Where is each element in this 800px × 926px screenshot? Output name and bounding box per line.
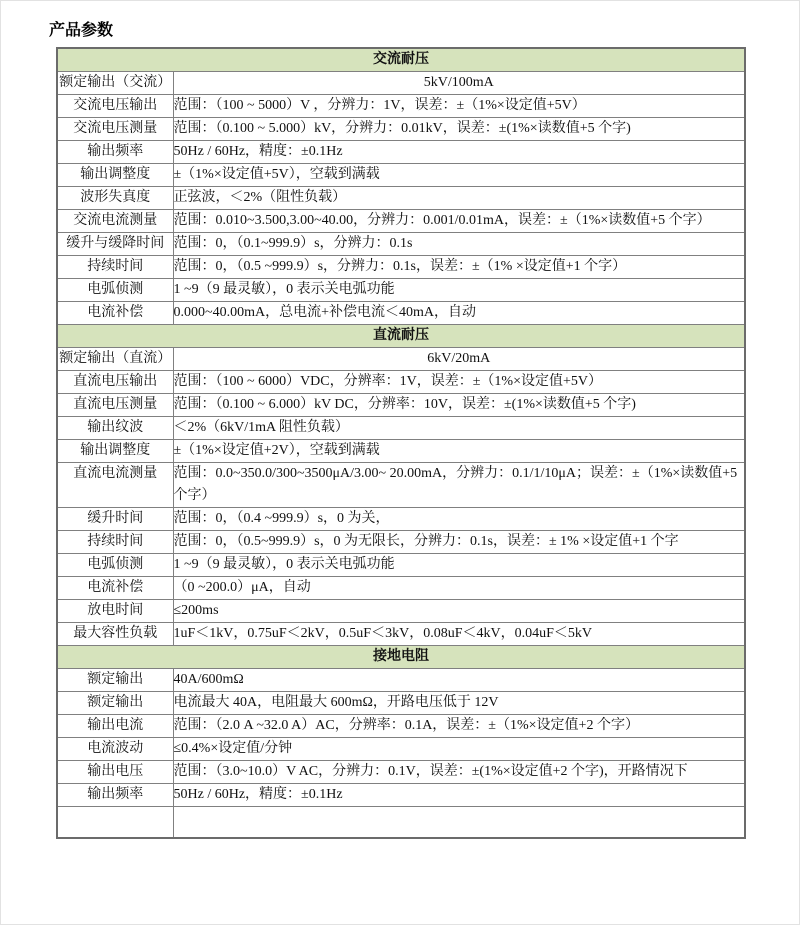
- param-value: 正弦波，＜2%（阻性负载）: [173, 187, 745, 210]
- param-value: 40A/600mΩ: [173, 669, 745, 692]
- table-row: [57, 279, 745, 302]
- section-header-row: [57, 48, 745, 72]
- param-value: 范围：（0.100 ~ 6.000）kV DC，分辨率：10V，误差：±(1%×读数值+5 个字): [173, 394, 745, 417]
- table-row: [57, 164, 745, 187]
- param-name: 输出频率: [57, 784, 173, 807]
- param-name: 输出调整度: [57, 440, 173, 463]
- table-row: [57, 463, 745, 508]
- document-page: [1, 1, 800, 926]
- param-name: 额定输出（交流）: [57, 72, 173, 95]
- table-row: [57, 554, 745, 577]
- table-row: [57, 233, 745, 256]
- param-name: 交流电流测量: [57, 210, 173, 233]
- section-title-dc: 直流耐压: [57, 325, 745, 348]
- param-value: [173, 807, 745, 839]
- table-row: [57, 440, 745, 463]
- param-name: 直流电流测量: [57, 463, 173, 508]
- param-value: 范围：（3.0~10.0）V AC，分辨力：0.1V，误差：±(1%×设定值+2 个字)，开路情况下: [173, 761, 745, 784]
- param-name: 电流波动: [57, 738, 173, 761]
- param-name: 放电时间: [57, 600, 173, 623]
- section-title-ground: 接地电阻: [57, 646, 745, 669]
- table-row: [57, 256, 745, 279]
- param-name: 持续时间: [57, 256, 173, 279]
- param-name: 输出电压: [57, 761, 173, 784]
- param-name: 额定输出: [57, 692, 173, 715]
- param-value: 6kV/20mA: [173, 348, 745, 371]
- table-row: [57, 371, 745, 394]
- param-value: ≤200ms: [173, 600, 745, 623]
- param-value: 50Hz / 60Hz，精度：±0.1Hz: [173, 141, 745, 164]
- param-name: 缓升时间: [57, 508, 173, 531]
- table-row: [57, 784, 745, 807]
- param-value: ＜2%（6kV/1mA 阻性负载）: [173, 417, 745, 440]
- param-value: 0.000~40.00mA，总电流+补偿电流＜40mA，自动: [173, 302, 745, 325]
- table-row: [57, 210, 745, 233]
- param-name: 电流补偿: [57, 577, 173, 600]
- param-value: 范围：（100 ~ 5000）V ，分辨力：1V，误差：±（1%×设定值+5V）: [173, 95, 745, 118]
- param-name: 额定输出（直流）: [57, 348, 173, 371]
- param-value: （0 ~200.0）μA，自动: [173, 577, 745, 600]
- section-title-ac: 交流耐压: [57, 48, 745, 72]
- table-row: [57, 302, 745, 325]
- param-name: 电弧侦测: [57, 554, 173, 577]
- page-title: 产品参数: [49, 22, 114, 39]
- table-row: [57, 118, 745, 141]
- param-value: 范围：0，（0.4 ~999.9）s，0 为关，: [173, 508, 745, 531]
- param-value: 1uF＜1kV，0.75uF＜2kV，0.5uF＜3kV，0.08uF＜4kV，0.04uF＜5kV: [173, 623, 745, 646]
- param-name: [57, 807, 173, 839]
- param-value: 范围：0，（0.1~999.9）s，分辨力：0.1s: [173, 233, 745, 256]
- param-value: ±（1%×设定值+2V），空载到满载: [173, 440, 745, 463]
- param-value: 范围：0.0~350.0/300~3500μA/3.00~ 20.00mA，分辨力：0.1/1/10μA；误差：±（1%×读数值+5 个字）: [173, 463, 745, 508]
- param-name: 直流电压输出: [57, 371, 173, 394]
- table-row: [57, 738, 745, 761]
- table-row: [57, 715, 745, 738]
- param-name: 持续时间: [57, 531, 173, 554]
- param-name: 缓升与缓降时间: [57, 233, 173, 256]
- param-value: 1 ~9（9 最灵敏），0 表示关电弧功能: [173, 554, 745, 577]
- param-value: 范围：0，（0.5~999.9）s，0 为无限长，分辨力：0.1s，误差：± 1% ×设定值+1 个字: [173, 531, 745, 554]
- param-name: 输出调整度: [57, 164, 173, 187]
- param-name: 交流电压测量: [57, 118, 173, 141]
- param-value: 范围：0，（0.5 ~999.9）s，分辨力：0.1s，误差：±（1% ×设定值+1 个字）: [173, 256, 745, 279]
- param-value: 范围：0.010~3.500,3.00~40.00，分辨力：0.001/0.01mA，误差：±（1%×读数值+5 个字）: [173, 210, 745, 233]
- section-header-row: [57, 325, 745, 348]
- table-row: [57, 417, 745, 440]
- table-row: [57, 141, 745, 164]
- table-row: [57, 692, 745, 715]
- table-row: [57, 669, 745, 692]
- param-name: 电流补偿: [57, 302, 173, 325]
- param-value: 电流最大 40A，电阻最大 600mΩ，开路电压低于 12V: [173, 692, 745, 715]
- param-name: 输出频率: [57, 141, 173, 164]
- table-row: [57, 72, 745, 95]
- param-value: 50Hz / 60Hz，精度：±0.1Hz: [173, 784, 745, 807]
- param-name: 交流电压输出: [57, 95, 173, 118]
- param-name: 最大容性负载: [57, 623, 173, 646]
- table-row: [57, 761, 745, 784]
- param-name: 额定输出: [57, 669, 173, 692]
- param-name: 输出纹波: [57, 417, 173, 440]
- product-parameters-table: [56, 47, 746, 839]
- param-name: 电弧侦测: [57, 279, 173, 302]
- table-row-partial: [57, 807, 745, 839]
- table-row: [57, 577, 745, 600]
- table-row: [57, 187, 745, 210]
- section-header-row: [57, 646, 745, 669]
- param-value: 范围：（0.100 ~ 5.000）kV，分辨力：0.01kV，误差：±(1%×读数值+5 个字): [173, 118, 745, 141]
- param-value: ≤0.4%×设定值/分钟: [173, 738, 745, 761]
- table-row: [57, 600, 745, 623]
- table-row: [57, 531, 745, 554]
- param-value: 5kV/100mA: [173, 72, 745, 95]
- table-row: [57, 348, 745, 371]
- table-row: [57, 508, 745, 531]
- table-row: [57, 394, 745, 417]
- param-value: 1 ~9（9 最灵敏），0 表示关电弧功能: [173, 279, 745, 302]
- param-value: 范围：（2.0 A ~32.0 A）AC，分辨率：0.1A，误差：±（1%×设定值+2 个字）: [173, 715, 745, 738]
- param-name: 直流电压测量: [57, 394, 173, 417]
- param-name: 波形失真度: [57, 187, 173, 210]
- param-value: 范围：（100 ~ 6000）VDC，分辨率：1V，误差：±（1%×设定值+5V）: [173, 371, 745, 394]
- table-row: [57, 95, 745, 118]
- table-row: [57, 623, 745, 646]
- param-value: ±（1%×设定值+5V），空载到满载: [173, 164, 745, 187]
- param-name: 输出电流: [57, 715, 173, 738]
